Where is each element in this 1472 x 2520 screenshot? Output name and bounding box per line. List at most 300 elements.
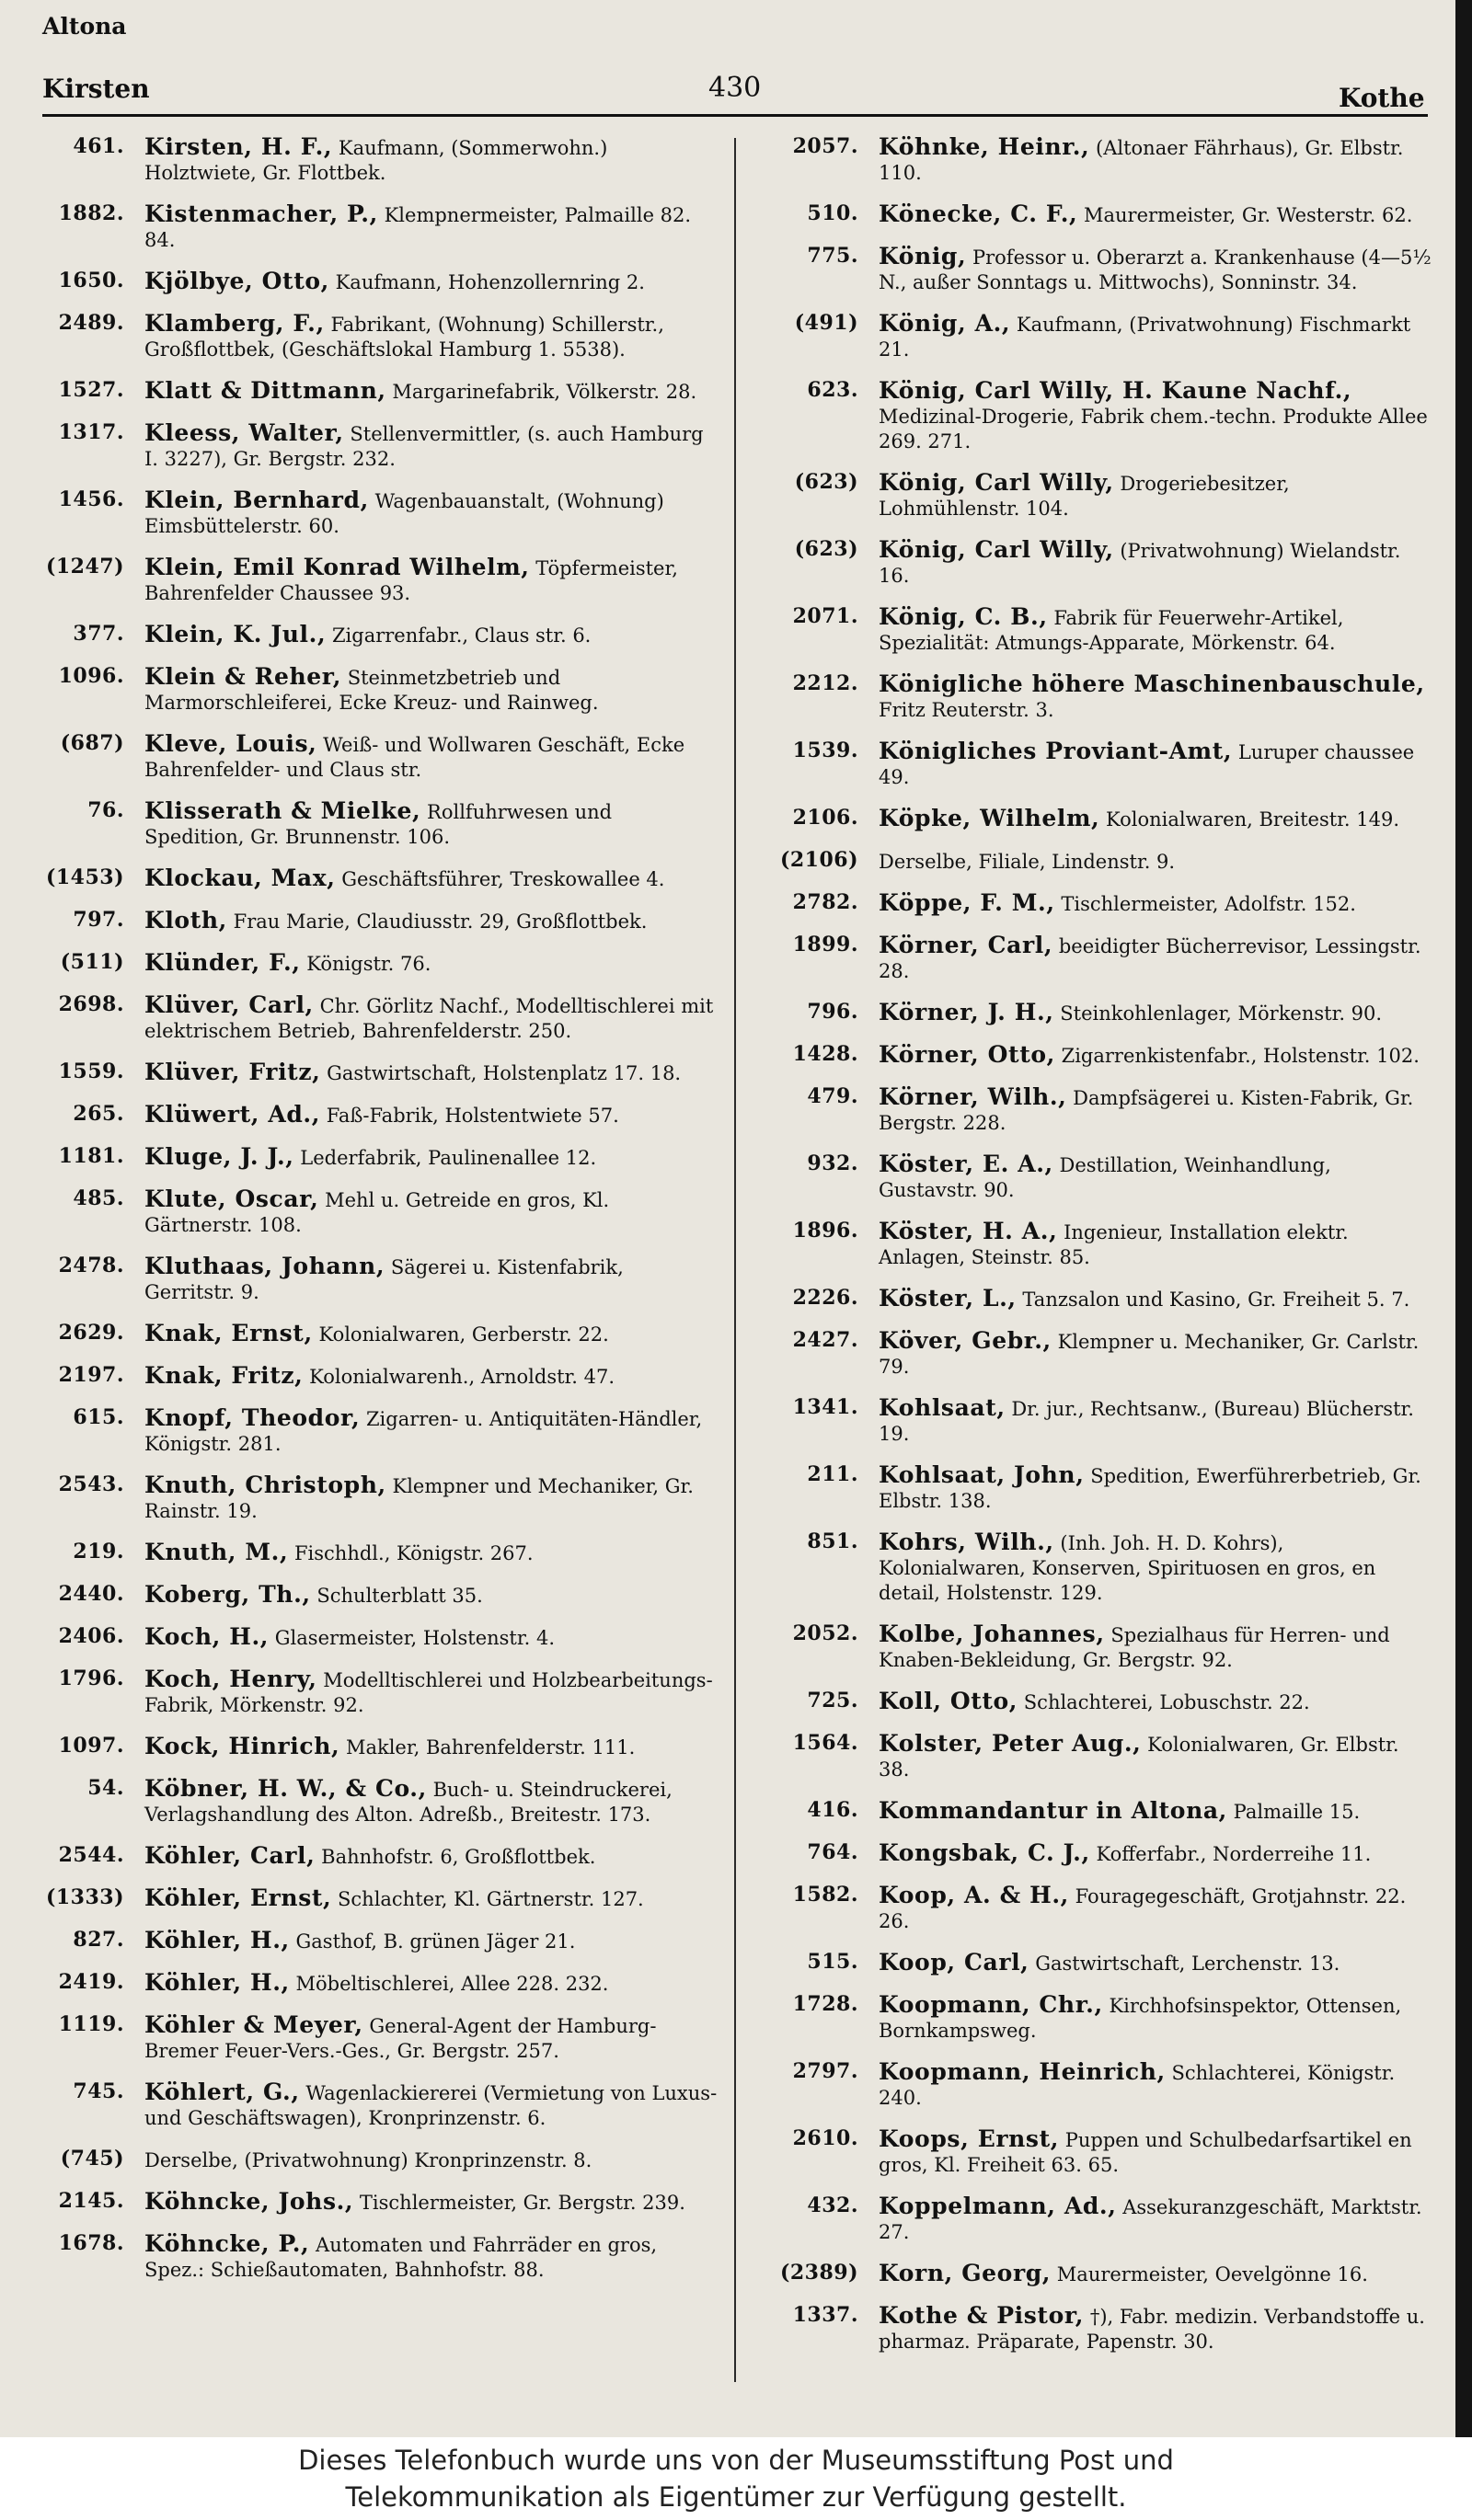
entry-body	[144, 865, 718, 892]
directory-entry	[753, 1084, 1433, 1136]
phone-number: 1882.	[58, 201, 124, 225]
running-head-first-name: Kirsten	[42, 74, 150, 104]
phone-number: 2052.	[792, 1621, 858, 1645]
phone-number: 1341.	[792, 1395, 858, 1419]
entry-body	[879, 1950, 1433, 1976]
entry-body	[879, 1883, 1433, 1934]
entry-body	[879, 1151, 1433, 1203]
entry-body	[144, 1667, 718, 1718]
subscriber-name: Köhlert, G.,	[144, 2079, 300, 2105]
subscriber-name: Klein, K. Jul.,	[144, 621, 327, 647]
subscriber-name: Klein, Emil Konrad Wilhelm,	[144, 554, 530, 580]
subscriber-name: Königliches Proviant-Amt,	[879, 738, 1233, 764]
subscriber-details: Destillation, Weinhandlung, Gustavstr. 90.	[879, 1154, 1331, 1201]
subscriber-details: Automaten und Fahrräder en gros, Spez.: Schießautomaten, Bahnhofstr. 88.	[144, 2234, 658, 2281]
subscriber-name: Koop, Carl,	[879, 1949, 1029, 1976]
subscriber-details: Medizinal-Drogerie, Fabrik chem.-techn. Produkte Allee 269. 271.	[879, 406, 1428, 452]
phone-number: 2610.	[792, 2126, 858, 2150]
subscriber-name: Kirsten, H. F.,	[144, 133, 333, 160]
entry-body	[144, 2012, 718, 2064]
subscriber-name: Knuth, Christoph,	[144, 1472, 386, 1498]
phone-number: 796.	[807, 1000, 858, 1024]
directory-entry	[753, 604, 1433, 656]
subscriber-name: Kommandantur in Altona,	[879, 1797, 1227, 1824]
phone-number: 1559.	[58, 1060, 124, 1083]
entry-body	[144, 201, 718, 253]
subscriber-name: Kjölbye, Otto,	[144, 268, 329, 294]
left-column	[18, 134, 718, 2298]
subscriber-details: Professor u. Oberarzt a. Krankenhause (4—5½ N., außer Sonntags u. Mittwochs), Sonninstr. 34.	[879, 246, 1432, 293]
entry-body	[144, 1321, 718, 1347]
directory-entry	[18, 1472, 718, 1524]
subscriber-details: Wagenlackiererei (Vermietung von Luxus- und Geschäftswagen), Kronprinzenstr. 6.	[144, 2082, 718, 2129]
subscriber-name: Kloth,	[144, 907, 227, 934]
subscriber-name: Kleve, Louis,	[144, 730, 317, 757]
subscriber-name: Köhler, Ernst,	[144, 1884, 332, 1911]
directory-entry	[753, 671, 1433, 723]
subscriber-name: Köppe, F. M.,	[879, 889, 1055, 916]
entry-body	[144, 378, 718, 405]
directory-entry	[18, 1186, 718, 1238]
subscriber-name: Knuth, M.,	[144, 1539, 289, 1565]
entry-body	[144, 487, 718, 539]
entry-body	[879, 378, 1433, 454]
subscriber-details: Assekuranzgeschäft, Marktstr. 27.	[879, 2196, 1422, 2243]
phone-number: (687)	[60, 731, 124, 755]
subscriber-details: Spedition, Ewerführerbetrieb, Gr. Elbstr. 138.	[879, 1465, 1421, 1512]
phone-number: (2389)	[779, 2261, 858, 2285]
directory-entry	[753, 1992, 1433, 2044]
entry-body	[144, 1186, 718, 1238]
directory-entry	[18, 1540, 718, 1566]
subscriber-details: Kaufmann, Hohenzollernring 2.	[335, 271, 645, 293]
phone-number: 2629.	[58, 1321, 124, 1345]
entry-body	[879, 201, 1433, 228]
directory-entry	[18, 2189, 718, 2216]
directory-entry	[18, 908, 718, 934]
subscriber-details: Steinkohlenlager, Mörkenstr. 90.	[1060, 1002, 1383, 1025]
subscriber-details: Königstr. 76.	[306, 953, 431, 975]
entry-body	[144, 1540, 718, 1566]
subscriber-name: Klisserath & Mielke,	[144, 797, 421, 824]
entry-body	[144, 1060, 718, 1086]
entry-body	[879, 2194, 1433, 2245]
subscriber-details: Fabrikant, (Wohnung) Schillerstr., Großflottbek, (Geschäftslokal Hamburg 1. 5538).	[144, 314, 664, 361]
right-column	[753, 134, 1433, 2370]
footer-notice	[0, 2437, 1472, 2520]
directory-entry	[18, 378, 718, 405]
subscriber-name: Kock, Hinrich,	[144, 1733, 340, 1759]
subscriber-name: Kohlsaat, John,	[879, 1461, 1085, 1488]
phone-number: 745.	[73, 2079, 124, 2103]
subscriber-name: Kohrs, Wilh.,	[879, 1529, 1054, 1555]
subscriber-details: Klempner u. Mechaniker, Gr. Carlstr. 79.	[879, 1331, 1420, 1378]
directory-entry	[753, 1689, 1433, 1715]
entry-body	[879, 604, 1433, 656]
entry-body	[879, 1840, 1433, 1867]
phone-number: 2145.	[58, 2189, 124, 2213]
footer-line-2: Telekommunikation als Eigentümer zur Verfügung gestellt.	[345, 2481, 1127, 2513]
entry-body	[879, 470, 1433, 521]
directory-entry	[753, 1731, 1433, 1782]
phone-number: (623)	[794, 470, 858, 494]
subscriber-details: Mehl u. Getreide en gros, Kl. Gärtnerstr. 108.	[144, 1189, 610, 1236]
directory-entry	[18, 1144, 718, 1171]
subscriber-name: Klein, Bernhard,	[144, 487, 369, 513]
phone-number: 775.	[807, 244, 858, 268]
phone-number: 377.	[73, 622, 124, 646]
phone-number: 1539.	[792, 739, 858, 762]
subscriber-name: Koch, Henry,	[144, 1666, 317, 1692]
phone-number: 2106.	[792, 806, 858, 830]
subscriber-details: Schlachterei, Königstr. 240.	[879, 2062, 1396, 2109]
phone-number: 1650.	[58, 269, 124, 292]
phone-number: 2226.	[792, 1286, 858, 1310]
directory-entry	[753, 378, 1433, 454]
directory-entry	[18, 1254, 718, 1305]
entry-body	[144, 622, 718, 648]
directory-entry	[753, 933, 1433, 984]
subscriber-details: Wagenbauanstalt, (Wohnung) Eimsbüttelerstr. 60.	[144, 490, 664, 537]
subscriber-name: Knak, Fritz,	[144, 1362, 304, 1389]
directory-entry	[18, 269, 718, 295]
entry-body	[879, 671, 1433, 723]
phone-number: (745)	[60, 2147, 124, 2171]
entry-body	[879, 537, 1433, 589]
directory-entry	[753, 2126, 1433, 2178]
phone-number: 510.	[807, 201, 858, 225]
directory-entry	[753, 311, 1433, 362]
subscriber-details: Tischlermeister, Gr. Bergstr. 239.	[359, 2192, 685, 2214]
phone-number: (511)	[60, 950, 124, 974]
entry-body	[144, 1102, 718, 1128]
directory-entry	[753, 201, 1433, 228]
entry-body	[144, 950, 718, 977]
entry-body	[879, 739, 1433, 790]
subscriber-name: Köpke, Wilhelm,	[879, 805, 1100, 831]
subscriber-name: Königliche höhere Maschinenbauschule,	[879, 670, 1425, 697]
phone-number: 2057.	[792, 134, 858, 158]
directory-entry	[18, 1102, 718, 1128]
directory-entry	[18, 731, 718, 783]
phone-number: 1317.	[58, 420, 124, 444]
subscriber-name: Körner, Otto,	[879, 1041, 1055, 1068]
subscriber-name: Klünder, F.,	[144, 949, 301, 976]
entry-body	[144, 555, 718, 606]
entry-body	[144, 2189, 718, 2216]
directory-entry	[753, 1529, 1433, 1606]
entry-body	[879, 1328, 1433, 1380]
subscriber-details: Geschäftsführer, Treskowallee 4.	[341, 868, 665, 890]
directory-entry	[18, 2079, 718, 2131]
entry-body	[879, 933, 1433, 984]
directory-entry	[753, 1219, 1433, 1270]
entry-body	[144, 798, 718, 850]
subscriber-name: Klute, Oscar,	[144, 1186, 319, 1212]
subscriber-name: König, Carl Willy,	[879, 469, 1114, 496]
running-head-city: Altona	[42, 13, 127, 40]
subscriber-details: Spezialhaus für Herren- und Knaben-Bekleidung, Gr. Bergstr. 92.	[879, 1624, 1390, 1671]
subscriber-details: Kolonialwaren, Gerberstr. 22.	[318, 1323, 609, 1346]
phone-number: 827.	[73, 1928, 124, 1952]
phone-number: (1247)	[45, 555, 124, 578]
directory-entry	[18, 992, 718, 1044]
directory-entry	[18, 555, 718, 606]
phone-number: 2797.	[792, 2059, 858, 2083]
subscriber-details: Kaufmann, (Privatwohnung) Fischmarkt 21.	[879, 314, 1411, 361]
subscriber-details: Gastwirtschaft, Lerchenstr. 13.	[1035, 1953, 1340, 1975]
subscriber-name: Könecke, C. F.,	[879, 200, 1078, 227]
directory-entry	[753, 1151, 1433, 1203]
subscriber-name: König, Carl Willy,	[879, 536, 1114, 563]
directory-entry	[753, 806, 1433, 832]
entry-body	[879, 890, 1433, 917]
phone-number: 2478.	[58, 1254, 124, 1277]
directory-entry	[753, 2194, 1433, 2245]
entry-body	[144, 134, 718, 186]
directory-entry	[753, 1883, 1433, 1934]
directory-entry	[753, 2261, 1433, 2287]
phone-number: 2406.	[58, 1624, 124, 1648]
entry-body	[879, 1621, 1433, 1673]
entry-body	[144, 1624, 718, 1651]
subscriber-name: Koch, H.,	[144, 1623, 270, 1650]
phone-number: 851.	[807, 1529, 858, 1553]
phone-number: 932.	[807, 1151, 858, 1175]
directory-entry	[753, 1840, 1433, 1867]
directory-entry	[18, 2012, 718, 2064]
directory-entry	[18, 622, 718, 648]
entry-body	[144, 1363, 718, 1390]
entry-body	[144, 1472, 718, 1524]
subscriber-details: (Inh. Joh. H. D. Kohrs), Kolonialwaren, Konserven, Spirituosen en gros, en detail, Holstenstr. 129.	[879, 1532, 1376, 1604]
entry-body	[879, 1000, 1433, 1026]
directory-entry	[18, 664, 718, 716]
subscriber-name: König, Carl Willy, H. Kaune Nachf.,	[879, 377, 1352, 404]
subscriber-name: Knak, Ernst,	[144, 1320, 313, 1346]
directory-entry	[18, 2147, 718, 2173]
subscriber-name: König,	[879, 243, 967, 269]
subscriber-name: Klatt & Dittmann,	[144, 377, 386, 404]
entry-body	[879, 1731, 1433, 1782]
subscriber-name: Kistenmacher, P.,	[144, 200, 378, 227]
entry-body	[144, 1144, 718, 1171]
subscriber-name: Kohlsaat,	[879, 1394, 1006, 1421]
header-rule	[42, 114, 1428, 117]
subscriber-name: Köhler, H.,	[144, 1927, 290, 1953]
phone-number: 2197.	[58, 1363, 124, 1387]
subscriber-details: Kaufmann, (Sommerwohn.) Holztwiete, Gr. Flottbek.	[144, 137, 608, 184]
entry-body	[144, 1776, 718, 1827]
entry-body	[144, 1843, 718, 1870]
subscriber-details: Töpfermeister, Bahrenfelder Chaussee 93.	[144, 557, 678, 604]
subscriber-details: Zigarren- u. Antiquitäten-Händler, Königstr. 281.	[144, 1408, 703, 1455]
subscriber-details: Bahnhofstr. 6, Großflottbek.	[321, 1846, 596, 1868]
directory-entry	[18, 1776, 718, 1827]
subscriber-name: Koopmann, Chr.,	[879, 1991, 1103, 2018]
entry-body	[144, 311, 718, 362]
subscriber-name: Knopf, Theodor,	[144, 1404, 361, 1431]
subscriber-details: General-Agent der Hamburg-Bremer Feuer-Vers.-Ges., Gr. Bergstr. 257.	[144, 2015, 657, 2062]
subscriber-details: Fischhdl., Königstr. 267.	[293, 1542, 534, 1564]
subscriber-details: Stellenvermittler, (s. auch Hamburg I. 3227), Gr. Bergstr. 232.	[144, 423, 704, 470]
subscriber-details: Kirchhofsinspektor, Ottensen, Bornkampsweg.	[879, 1995, 1402, 2042]
entry-body	[879, 1529, 1433, 1606]
subscriber-name: Körner, Carl,	[879, 932, 1053, 958]
subscriber-details: Margarinefabrik, Völkerstr. 28.	[392, 381, 697, 403]
directory-entry	[18, 1843, 718, 1870]
subscriber-details: Faß-Fabrik, Holstentwiete 57.	[326, 1105, 619, 1127]
phone-number: 479.	[807, 1084, 858, 1108]
phone-number: 1896.	[792, 1219, 858, 1243]
directory-entry	[18, 420, 718, 472]
subscriber-name: König, A.,	[879, 310, 1011, 337]
entry-body	[144, 1405, 718, 1457]
directory-entry	[18, 2231, 718, 2283]
subscriber-name: König, C. B.,	[879, 603, 1048, 630]
subscriber-details: Klempner und Mechaniker, Gr. Rainstr. 19.	[144, 1475, 694, 1522]
entry-body	[144, 908, 718, 934]
entry-body	[879, 1219, 1433, 1270]
subscriber-name: Köster, E. A.,	[879, 1151, 1053, 1177]
subscriber-details: Rollfuhrwesen und Spedition, Gr. Brunnenstr. 106.	[144, 801, 613, 848]
directory-entry	[753, 470, 1433, 521]
directory-entry	[18, 134, 718, 186]
entry-body	[144, 1582, 718, 1609]
phone-number: 485.	[73, 1186, 124, 1210]
phone-number: 1337.	[792, 2303, 858, 2327]
subscriber-details: †), Fabr. medizin. Verbandstoffe u. pharmaz. Präparate, Papenstr. 30.	[879, 2306, 1425, 2353]
phone-number: 2427.	[792, 1328, 858, 1352]
directory-entry	[753, 1621, 1433, 1673]
entry-body	[879, 2303, 1433, 2354]
subscriber-details: Puppen und Schulbedarfsartikel en gros, Kl. Freiheit 63. 65.	[879, 2129, 1412, 2176]
subscriber-name: Köhncke, P.,	[144, 2230, 310, 2257]
subscriber-name: Köhler, Carl,	[144, 1842, 316, 1869]
directory-entry	[753, 244, 1433, 295]
phone-number: 1564.	[792, 1731, 858, 1755]
entry-body	[144, 2079, 718, 2131]
directory-entry	[753, 1000, 1433, 1026]
subscriber-details: Modelltischlerei und Holzbearbeitungs-Fabrik, Mörkenstr. 92.	[144, 1669, 713, 1716]
subscriber-name: Korn, Georg,	[879, 2260, 1052, 2286]
directory-entry	[753, 1950, 1433, 1976]
subscriber-details: Glasermeister, Holstenstr. 4.	[274, 1627, 555, 1649]
page-number: 430	[708, 72, 762, 104]
phone-number: (2106)	[779, 848, 858, 872]
phone-number: 1728.	[792, 1992, 858, 2016]
entry-body	[879, 1689, 1433, 1715]
phone-number: 2212.	[792, 671, 858, 695]
directory-entry	[18, 1970, 718, 1997]
phone-number: 416.	[807, 1798, 858, 1822]
phone-number: 2440.	[58, 1582, 124, 1606]
subscriber-name: Klein & Reher,	[144, 663, 342, 690]
subscriber-details: Zigarrenkistenfabr., Holstenstr. 102.	[1061, 1045, 1420, 1067]
phone-number: 2543.	[58, 1472, 124, 1496]
subscriber-details: Lederfabrik, Paulinenallee 12.	[300, 1147, 597, 1169]
subscriber-name: Köbner, H. W., & Co.,	[144, 1775, 427, 1802]
entry-body	[879, 1084, 1433, 1136]
subscriber-details: Fouragegeschäft, Grotjahnstr. 22. 26.	[879, 1885, 1407, 1932]
subscriber-details: Ingenieur, Installation elektr. Anlagen, Steinstr. 85.	[879, 1221, 1349, 1268]
subscriber-details: Drogeriebesitzer, Lohmühlenstr. 104.	[879, 473, 1290, 520]
subscriber-details: Schlachterei, Lobuschstr. 22.	[1023, 1691, 1310, 1713]
phone-number: 211.	[807, 1462, 858, 1486]
subscriber-name: Köver, Gebr.,	[879, 1327, 1052, 1354]
directory-entry	[753, 1328, 1433, 1380]
directory-entry	[18, 1885, 718, 1912]
subscriber-details: Steinmetzbetrieb und Marmorschleiferei, Ecke Kreuz- und Rainweg.	[144, 667, 599, 714]
subscriber-details: (Altonaer Fährhaus), Gr. Elbstr. 110.	[879, 137, 1404, 184]
entry-body	[144, 420, 718, 472]
subscriber-name: Köhnke, Heinr.,	[879, 133, 1090, 160]
phone-number: 1678.	[58, 2231, 124, 2255]
subscriber-details: Maurermeister, Oevelgönne 16.	[1056, 2263, 1368, 2285]
subscriber-details: Gastwirtschaft, Holstenplatz 17. 18.	[327, 1062, 682, 1084]
subscriber-name: Koll, Otto,	[879, 1688, 1018, 1714]
subscriber-details: Tischlermeister, Adolfstr. 152.	[1061, 893, 1356, 915]
subscriber-details: Möbeltischlerei, Allee 228. 232.	[295, 1973, 609, 1995]
subscriber-name: Kluge, J. J.,	[144, 1143, 294, 1170]
directory-entry	[18, 798, 718, 850]
subscriber-name: Köhncke, Johs.,	[144, 2188, 354, 2215]
directory-entry	[753, 134, 1433, 186]
entry-body	[879, 1286, 1433, 1312]
entry-body	[144, 1928, 718, 1954]
subscriber-details: Kolonialwaren, Gr. Elbstr. 38.	[879, 1734, 1399, 1781]
directory-entry	[18, 311, 718, 362]
directory-entry	[753, 2059, 1433, 2111]
phone-number: 1181.	[58, 1144, 124, 1168]
phone-number: 1582.	[792, 1883, 858, 1907]
entry-body	[879, 806, 1433, 832]
subscriber-name: Köster, H. A.,	[879, 1218, 1058, 1244]
subscriber-details: Kolonialwarenh., Arnoldstr. 47.	[309, 1366, 615, 1388]
subscriber-details: Weiß- und Wollwaren Geschäft, Ecke Bahrenfelder- und Claus str.	[144, 734, 685, 781]
subscriber-details: Maurermeister, Gr. Westerstr. 62.	[1084, 204, 1413, 226]
subscriber-details: Frau Marie, Claudiusstr. 29, Großflottbek.	[233, 911, 648, 933]
subscriber-details: Kolonialwaren, Breitestr. 149.	[1106, 808, 1400, 830]
phone-number: 797.	[73, 908, 124, 932]
entry-body	[879, 1992, 1433, 2044]
subscriber-details: Tanzsalon und Kasino, Gr. Freiheit 5. 7.	[1022, 1289, 1410, 1311]
directory-entry	[18, 201, 718, 253]
entry-body	[879, 311, 1433, 362]
phone-number: (1333)	[45, 1885, 124, 1909]
subscriber-name: Koopmann, Heinrich,	[879, 2058, 1166, 2085]
phone-number: 515.	[807, 1950, 858, 1974]
entry-body	[144, 1970, 718, 1997]
subscriber-details: Kofferfabr., Norderreihe 11.	[1096, 1843, 1372, 1865]
subscriber-details: Fritz Reuterstr. 3.	[879, 699, 1054, 721]
entry-body	[879, 848, 1433, 875]
subscriber-name: Klockau, Max,	[144, 865, 336, 891]
phone-number: 219.	[73, 1540, 124, 1564]
directory-entry	[18, 487, 718, 539]
subscriber-name: Kongsbak, C. J.,	[879, 1839, 1090, 1866]
phone-number: 1119.	[58, 2012, 124, 2036]
phone-number: 764.	[807, 1840, 858, 1864]
phone-number: 1096.	[58, 664, 124, 688]
subscriber-name: Köster, L.,	[879, 1285, 1017, 1312]
directory-entry	[18, 1667, 718, 1718]
subscriber-name: Kleess, Walter,	[144, 419, 344, 446]
entry-body	[879, 134, 1433, 186]
directory-entry	[753, 848, 1433, 875]
phone-number: 2544.	[58, 1843, 124, 1867]
running-head-last-name: Kothe	[1339, 83, 1425, 113]
